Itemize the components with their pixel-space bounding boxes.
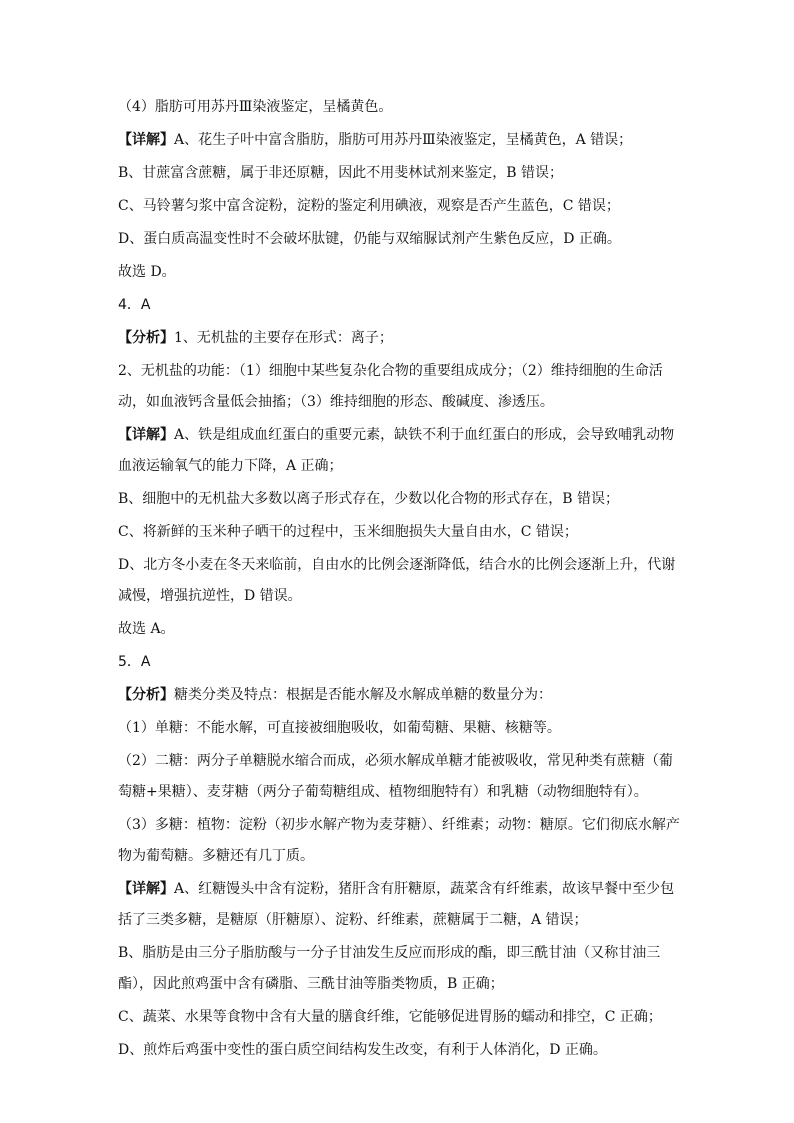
q5-detail-a: 【详解】A、红糖馒头中含有淀粉，猪肝含有肝糖原，蔬菜含有纤维素，故该早餐中至少包括了三类多糖，是糖原（肝糖原）、淀粉、纤维素，蔗糖属于二糖，A 错误；	[118, 881, 675, 928]
detail-tag: 【详解】	[118, 132, 174, 148]
q4-detail-a: 【详解】A、铁是组成血红蛋白的重要元素，缺铁不利于血红蛋白的形成，会导致哺乳动物血液运输氧气的能力下降，A 正确；	[118, 427, 675, 474]
detail-tag: 【详解】	[118, 427, 174, 443]
q4-option-d: D、北方冬小麦在冬天来临前，自由水的比例会逐渐降低，结合水的比例会逐渐上升，代谢减慢，增强抗逆性，D 错误。	[118, 557, 676, 604]
q4-analysis-1: 【分析】1、无机盐的主要存在形式：离子；	[118, 330, 393, 346]
q5-answer: 5．A	[118, 654, 151, 670]
q4-option-c: C、将新鲜的玉米种子晒干的过程中，玉米细胞损失大量自由水，C 错误；	[118, 524, 578, 540]
q5-analysis-1: （1）单糖：不能水解，可直接被细胞吸收，如葡萄糖、果糖、核糖等。	[118, 720, 561, 736]
q4-option-b: B、细胞中的无机盐大多数以离子形式存在，少数以化合物的形式存在，B 错误；	[118, 491, 620, 507]
q5-analysis-intro: 【分析】糖类分类及特点：根据是否能水解及水解成单糖的数量分为：	[118, 687, 552, 703]
q4-analysis-2: 2、无机盐的功能：（1）细胞中某些复杂化合物的重要组成成分；（2）维持细胞的生命活动，如血液钙含量低会抽搐；（3）维持细胞的形态、酸碱度、渗透压。	[118, 363, 663, 410]
q5-analysis-2: （2）二糖：两分子单糖脱水缩合而成，必须水解成单糖才能被吸收，常见种类有蔗糖（葡萄糖+果糖）、麦芽糖（两分子葡萄糖组成、植物细胞特有）和乳糖（动物细胞特有）。	[118, 753, 673, 800]
q3-conclusion: 故选 D。	[118, 264, 176, 280]
q3-option-c: C、马铃薯匀浆中富含淀粉，淀粉的鉴定利用碘液，观察是否产生蓝色，C 错误；	[118, 198, 620, 214]
q4-conclusion: 故选 A。	[118, 621, 175, 637]
q5-option-b: B、脂肪是由三分子脂肪酸与一分子甘油发生反应而形成的酯，即三酰甘油（又称甘油三酯），因此煎鸡蛋中含有磷脂、三酰甘油等脂类物质，B 正确；	[118, 945, 661, 992]
q3-point-4: （4）脂肪可用苏丹Ⅲ染液鉴定，呈橘黄色。	[118, 99, 393, 115]
q3-option-b: B、甘蔗富含蔗糖，属于非还原糖，因此不用斐林试剂来鉴定，B 错误；	[118, 165, 564, 181]
detail-tag: 【详解】	[118, 881, 174, 897]
analysis-tag: 【分析】	[118, 330, 174, 346]
q5-option-d: D、煎炸后鸡蛋中变性的蛋白质空间结构发生改变，有利于人体消化，D 正确。	[118, 1042, 607, 1058]
q4-answer: 4．A	[118, 297, 151, 313]
q3-option-d: D、蛋白质高温变性时不会破坏肽键，仍能与双缩脲试剂产生紫色反应，D 正确。	[118, 231, 621, 247]
q3-detail-a: 【详解】A、花生子叶中富含脂肪，脂肪可用苏丹Ⅲ染液鉴定，呈橘黄色，A 错误；	[118, 132, 633, 148]
q5-option-c: C、蔬菜、水果等食物中含有大量的膳食纤维，它能够促进胃肠的蠕动和排空，C 正确；	[118, 1009, 662, 1025]
analysis-tag: 【分析】	[118, 687, 174, 703]
q5-analysis-3: （3）多糖：植物：淀粉（初步水解产物为麦芽糖）、纤维素；动物：糖原。它们彻底水解产物为葡萄糖。多糖还有几丁质。	[118, 817, 680, 864]
document-page	[118, 98, 683, 1074]
